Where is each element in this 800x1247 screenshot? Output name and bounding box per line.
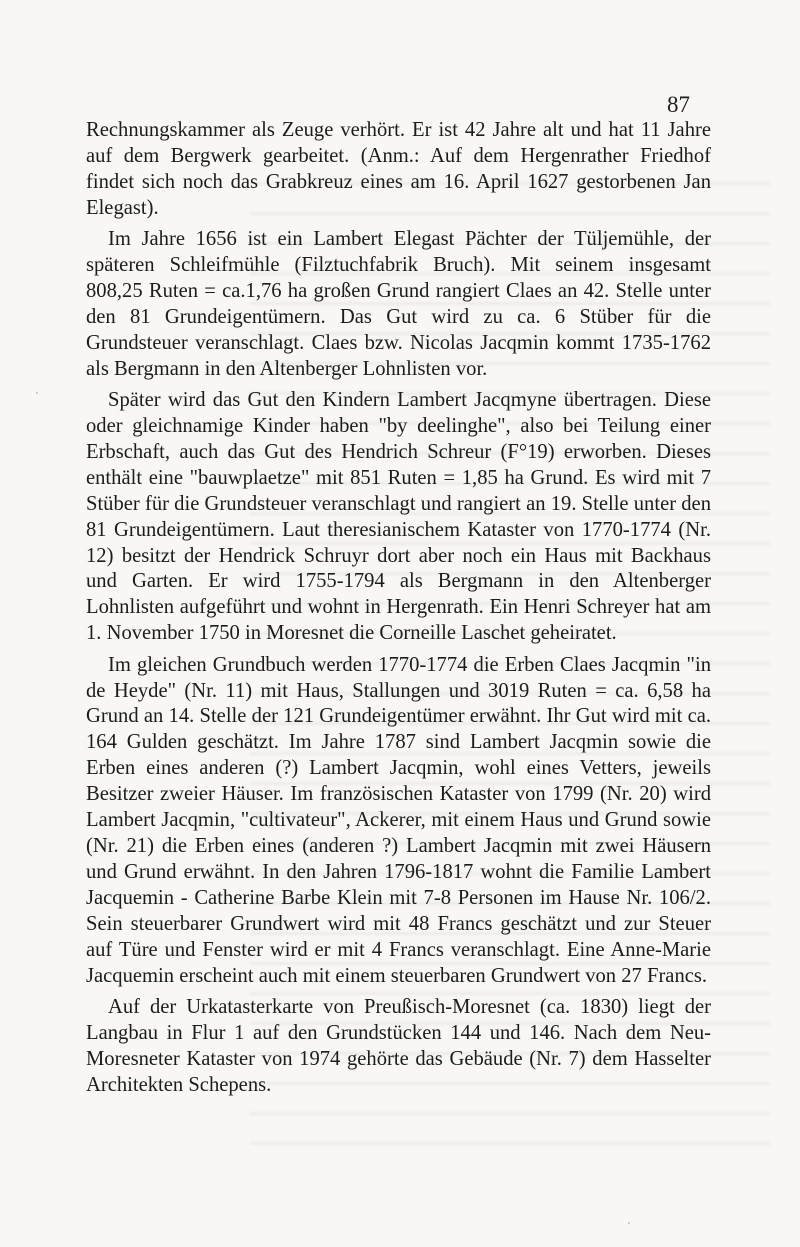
- paragraph-5: Auf der Urkatasterkarte von Preußisch-Moresnet (ca. 1830) liegt der Langbau in Flur 1 auf den Grundstücken 144 und 146. Nach dem Neu-Moresneter Kataster von 1974 gehörte das Gebäude (Nr. 7) dem Hasselter Architekten Schepens.: [86, 995, 711, 1096]
- paper-speck: [36, 392, 38, 394]
- paragraph-4: Im gleichen Grundbuch werden 1770-1774 die Erben Claes Jacqmin "in de Heyde" (Nr. 11) mit Haus, Stallungen und 3019 Ruten = ca. 6,58 ha Grund an 14. Stelle der 121 Grundeigentümer erwähnt. Ihr Gut wird mit ca. 164 Gulden geschätzt. Im Jahre 1787 sind Lambert Jacqmin sowie die Erben eines anderen (?) Lambert Jacqmin, wohl eines Vetters, jeweils Besitzer zweier Häuser. Im französischen Kataster von 1799 (Nr. 20) wird Lambert Jacqmin, "cultivateur", Ackerer, mit einem Haus und Grund sowie (Nr. 21) die Erben eines (anderen ?) Lambert Jacqmin mit zwei Häusern und Grund erwähnt. In den Jahren 1796-1817 wohnt die Familie Lambert Jacquemin - Catherine Barbe Klein mit 7-8 Personen im Hause Nr. 106/2. Sein steuerbarer Grundwert wird mit 48 Francs geschätzt und zur Steuer auf Türe und Fenster wird er mit 4 Francs veranschlagt. Eine Anne-Marie Jacquemin erscheint auch mit einem steuerbaren Grundwert von 27 Francs.: [86, 653, 711, 987]
- paper-speck: [628, 1222, 630, 1224]
- paragraph-1: Rechnungskammer als Zeuge verhört. Er ist 42 Jahre alt und hat 11 Jahre auf dem Bergwerk gearbeitet. (Anm.: Auf dem Hergenrather Friedhof findet sich noch das Grabkreuz eines am 16. April 1627 gestorbenen Jan Elegast).: [86, 119, 711, 219]
- paragraph-3: Später wird das Gut den Kindern Lambert Jacqmyne übertragen. Diese oder gleichnamige Kinder haben "by deelinghe", also bei Teilung einer Erbschaft, auch das Gut des Hendrich Schreur (F°19) erworben. Dieses enthält eine "bauwplaetze" mit 851 Ruten = 1,85 ha Grund. Es wird mit 7 Stüber für die Grundsteuer veranschlagt und rangiert an 19. Stelle unter den 81 Grundeigentümern. Laut theresianischem Kataster von 1770-1774 (Nr. 12) besitzt der Hendrick Schruyr dort aber noch ein Haus mit Backhaus und Garten. Er wird 1755-1794 als Bergmann in den Altenberger Lohnlisten aufgeführt und wohnt in Hergenrath. Ein Henri Schreyer hat am 1. November 1750 in Moresnet die Corneille Laschet geheiratet.: [86, 389, 711, 645]
- page-number: 87: [667, 92, 690, 117]
- body-text: [86, 118, 711, 1104]
- paragraph-2: Im Jahre 1656 ist ein Lambert Elegast Pächter der Tüljemühle, der späteren Schleifmühle (Filztuchfabrik Bruch). Mit seinem insgesamt 808,25 Ruten = ca.1,76 ha großen Grund rangiert Claes an 42. Stelle unter den 81 Grundeigentümern. Das Gut wird zu ca. 6 Stüber für die Grundsteuer veranschlagt. Claes bzw. Nicolas Jacqmin kommt 1735-1762 als Bergmann in den Altenberger Lohnlisten vor.: [86, 228, 711, 380]
